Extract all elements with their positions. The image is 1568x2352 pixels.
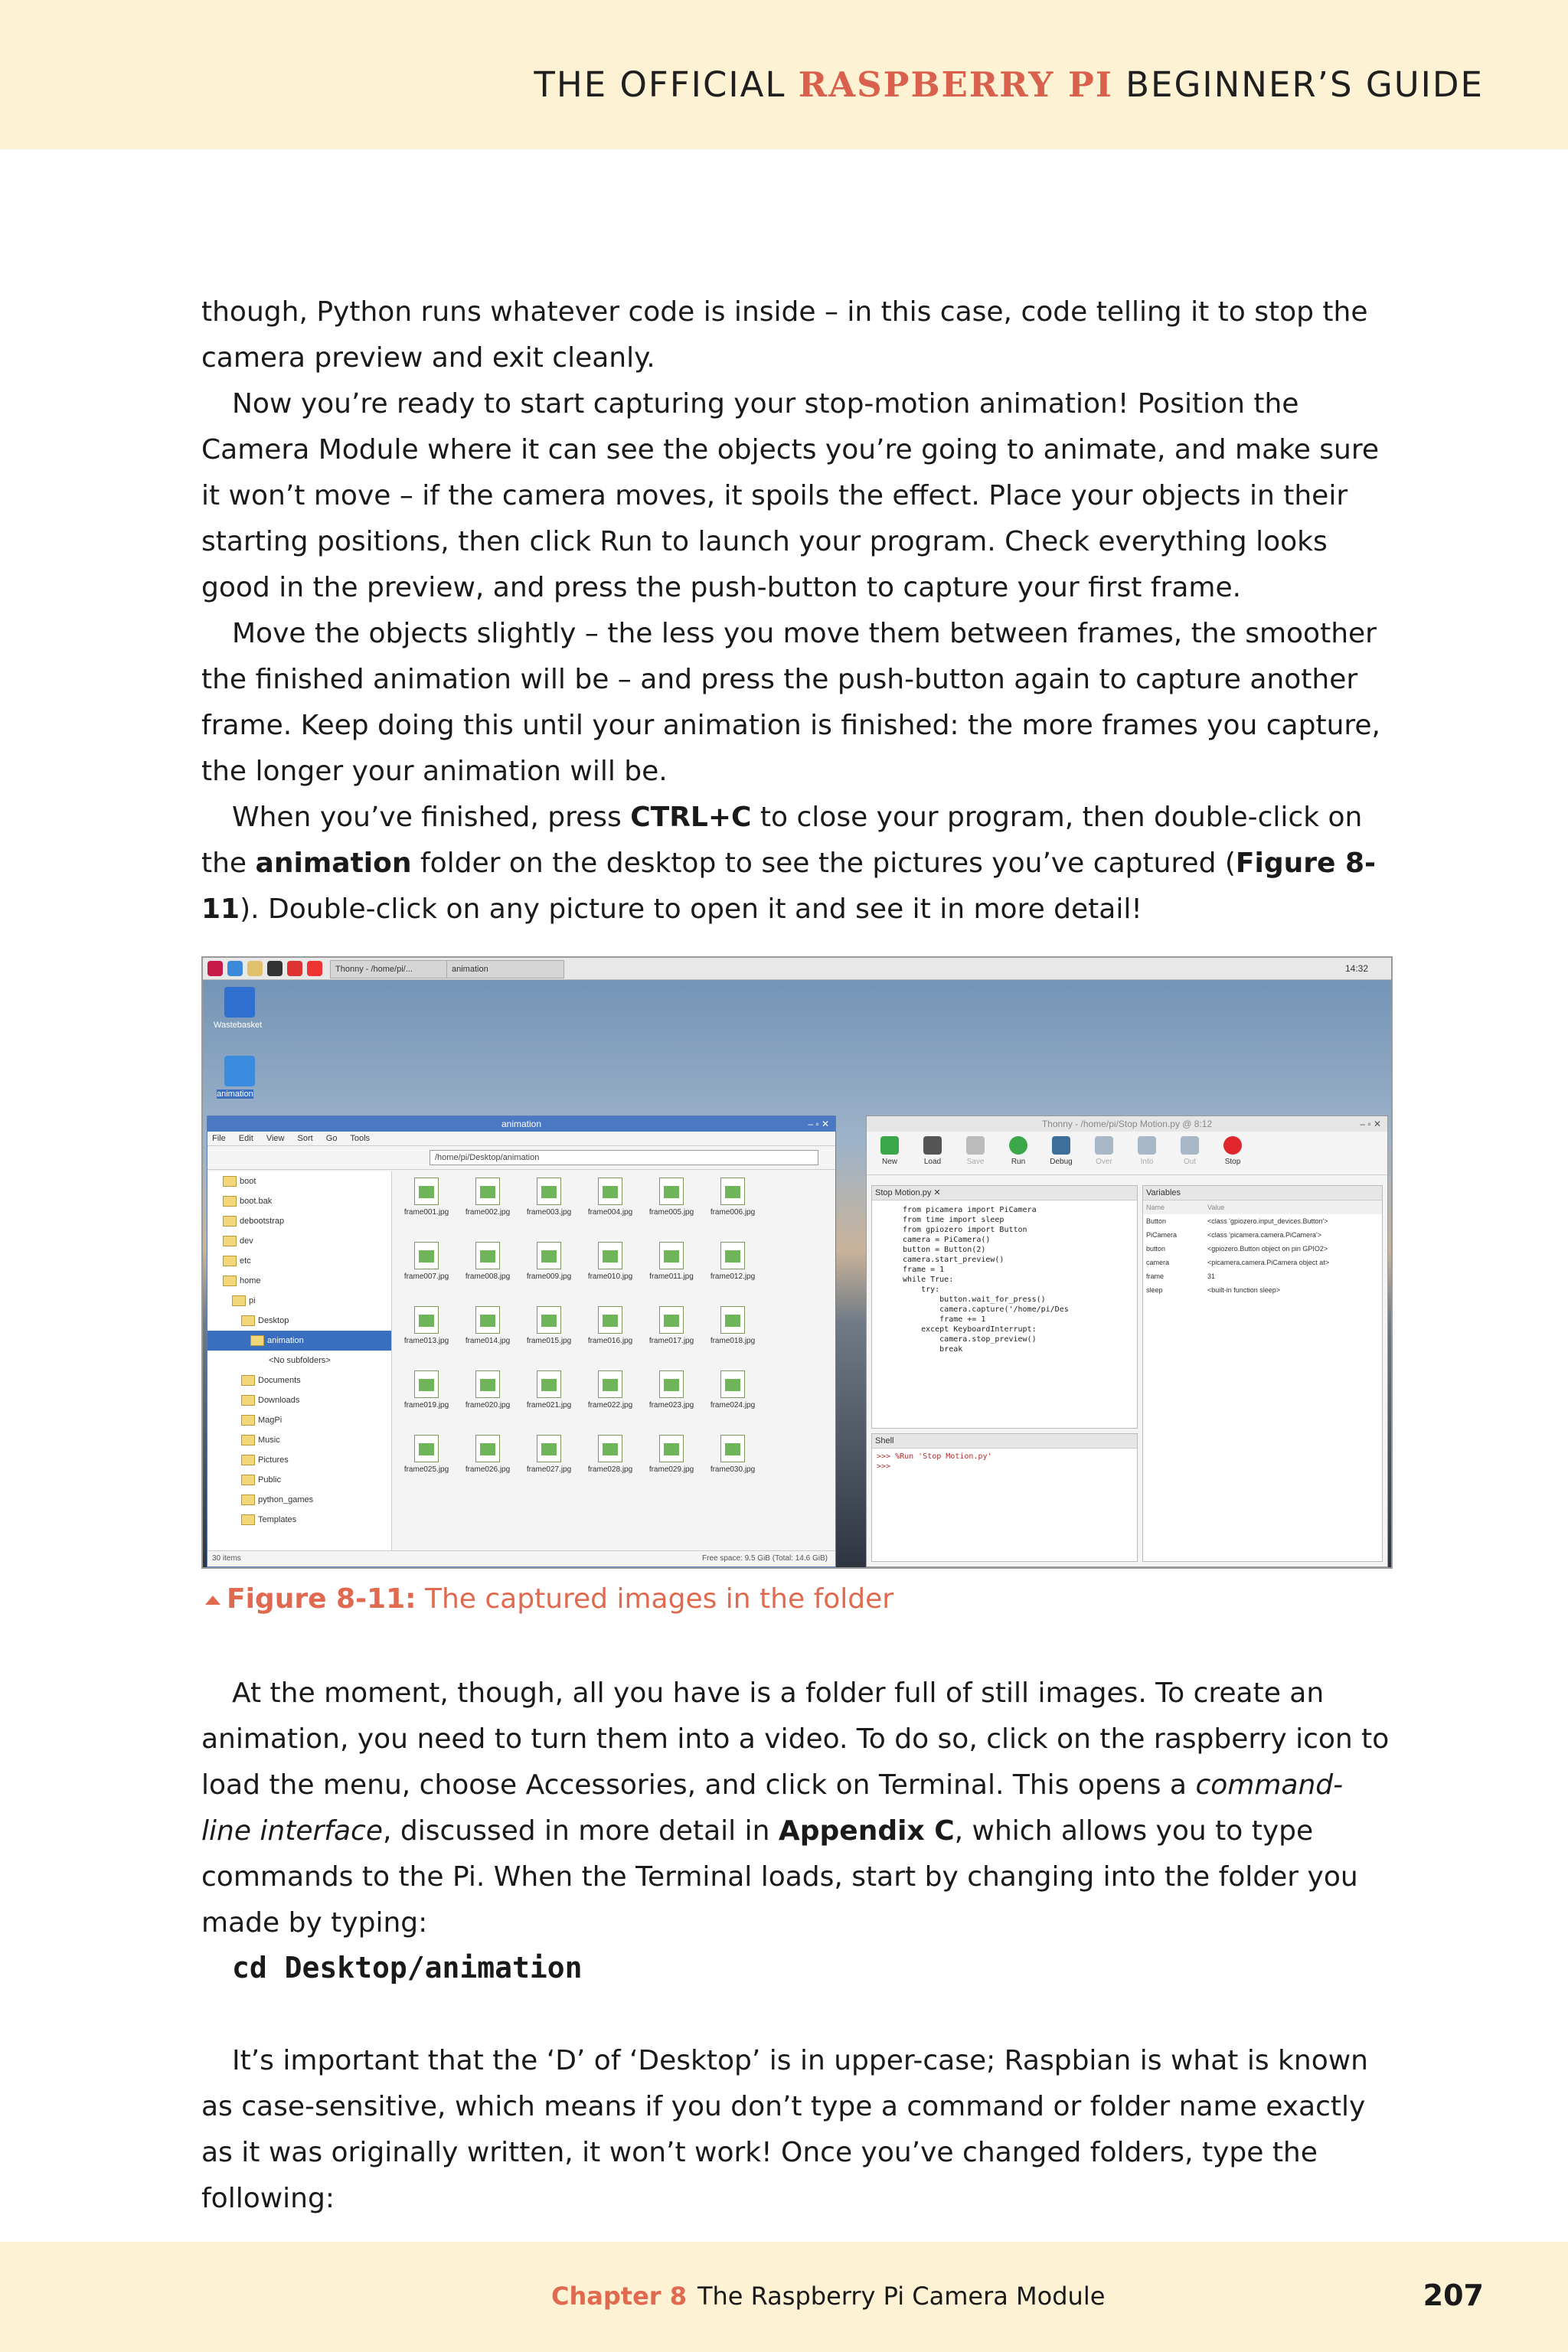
tree-label: animation (267, 1336, 304, 1345)
raspberry-menu-icon[interactable] (207, 961, 223, 976)
file-label: frame021.jpg (526, 1401, 572, 1410)
tree-item[interactable] (207, 1311, 391, 1331)
paragraph-2: Now you’re ready to start capturing your stop-motion animation! Position the Camera Module where it can see the objects you’re going to animate, and make sure it won’t move – if the camera moves, it spoils the effect. Place your objects in their starting positions, then click Run to launch your program. Check everything looks good in the preview, and press the push-button to capture your first frame. (201, 388, 1380, 603)
paragraph-3: Move the objects slightly – the less you move them between frames, the smoother the finished animation will be – and press the push-button again to capture another frame. Keep doing this until your animation is finished: the more frames you capture, the longer your animation will be. (201, 618, 1381, 787)
tree-label: Documents (258, 1376, 301, 1385)
file-manager-statusbar (207, 1550, 835, 1566)
variable-value: <built-in function sleep> (1207, 1286, 1281, 1294)
folder-icon (241, 1455, 255, 1465)
p5-text-a: At the moment, though, all you have is a folder full of still images. To create an animation, you need to turn them into a video. To do so, click on the raspberry icon to load the menu, choose Accessories, and click on Terminal. This opens a (201, 1677, 1390, 1801)
browser-icon[interactable] (227, 961, 243, 976)
file-item[interactable] (521, 1370, 577, 1432)
variable-name: button (1146, 1245, 1166, 1253)
tool-label: Stop (1224, 1158, 1241, 1166)
tool-label: Run (1011, 1158, 1026, 1166)
file-item[interactable] (705, 1370, 760, 1432)
shell-line: >>> %Run 'Stop Motion.py' (877, 1452, 992, 1461)
variable-value: <picamera.camera.PiCamera object at> (1207, 1259, 1330, 1266)
code-line: button.wait_for_press() (903, 1295, 1046, 1304)
folder-icon (223, 1236, 237, 1246)
image-file-icon (537, 1178, 561, 1205)
variables-header (1143, 1200, 1382, 1214)
shell-pane (871, 1433, 1138, 1562)
tree-label: Pictures (258, 1455, 289, 1465)
header-title-prefix: THE OFFICIAL (534, 64, 799, 105)
code-line: frame = 1 (903, 1266, 945, 1274)
file-label: frame001.jpg (403, 1208, 449, 1217)
plus-icon (880, 1136, 899, 1155)
image-file-icon (659, 1242, 684, 1269)
file-label: frame025.jpg (403, 1465, 449, 1474)
thonny-titlebar (867, 1116, 1387, 1132)
into-button[interactable] (1129, 1135, 1165, 1166)
code-line: from picamera import PiCamera (903, 1206, 1037, 1214)
code-line: except KeyboardInterrupt: (903, 1325, 1037, 1334)
file-label: frame022.jpg (587, 1401, 633, 1410)
thonny-title: Thonny - /home/pi/Stop Motion.py @ 8:12 (1041, 1119, 1213, 1129)
file-label: frame019.jpg (403, 1401, 449, 1410)
variable-value: <class 'gpiozero.input_devices.Button'> (1207, 1217, 1328, 1225)
thonny-window (866, 1116, 1388, 1567)
code-line: from gpiozero import Button (903, 1226, 1027, 1234)
folder-tree (207, 1171, 392, 1551)
file-manager-title: animation (501, 1119, 542, 1129)
image-file-icon (475, 1435, 500, 1462)
taskbar-clock: 14:32 (1344, 963, 1368, 974)
tree-label: MagPi (258, 1416, 283, 1425)
footer-chapter-title: The Raspberry Pi Camera Module (697, 2282, 1106, 2311)
file-label: frame004.jpg (587, 1208, 633, 1217)
image-file-icon (414, 1178, 439, 1205)
paragraph-6: It’s important that the ‘D’ of ‘Desktop’ is in upper-case; Raspbian is what is known as case-sensitive, which means if you don’t type a command or folder name exactly as it was originally written, it won’t work! Once you’ve changed folders, type the following: (201, 2045, 1368, 2214)
shell-line: >>> (877, 1462, 891, 1471)
wastebasket-label: Wastebasket (214, 1021, 263, 1030)
tree-item[interactable] (207, 1450, 391, 1470)
file-grid (399, 1178, 828, 1550)
image-file-icon (720, 1178, 745, 1205)
variables-pane (1142, 1185, 1383, 1562)
file-item[interactable] (705, 1435, 760, 1496)
code-line: from time import sleep (903, 1216, 1004, 1224)
file-item[interactable] (460, 1242, 515, 1303)
variable-value: <gpiozero.Button object on pin GPIO2> (1207, 1245, 1328, 1253)
file-label: frame018.jpg (710, 1337, 756, 1345)
folder-icon (241, 1375, 255, 1386)
tool-label: Out (1183, 1158, 1197, 1166)
taskbar-thonny-button[interactable]: Thonny - /home/pi/... (330, 960, 448, 978)
variables-tab[interactable]: Variables (1143, 1186, 1382, 1200)
file-label: frame010.jpg (587, 1272, 633, 1281)
stop-button[interactable] (1214, 1135, 1251, 1166)
file-item[interactable] (399, 1435, 454, 1496)
stop-icon (1223, 1136, 1242, 1155)
file-label: frame006.jpg (710, 1208, 756, 1217)
p5-term: command-line interface (201, 1769, 1344, 1847)
out-button[interactable] (1171, 1135, 1208, 1166)
file-label: frame029.jpg (648, 1465, 694, 1474)
code-line: try: (903, 1285, 940, 1294)
file-label: frame003.jpg (526, 1208, 572, 1217)
window-controls[interactable]: – ▫ ✕ (1360, 1119, 1381, 1129)
tree-item[interactable] (207, 1490, 391, 1510)
image-file-icon (659, 1306, 684, 1334)
load-button[interactable] (914, 1135, 951, 1166)
code-line: frame += 1 (903, 1315, 986, 1324)
image-file-icon (475, 1242, 500, 1269)
editor-tab[interactable]: Stop Motion.py ✕ (872, 1186, 1137, 1200)
code-line: camera = PiCamera() (903, 1236, 991, 1244)
menu-go[interactable]: Go (325, 1134, 338, 1143)
folder-icon (223, 1216, 237, 1227)
file-item[interactable] (644, 1178, 699, 1239)
status-item-count: 30 items (212, 1554, 241, 1563)
header-title-brand: RASPBERRY PI (798, 64, 1113, 105)
variable-row (1146, 1242, 1382, 1256)
file-label: frame008.jpg (465, 1272, 511, 1281)
body-text-top (201, 289, 1392, 933)
page-footer (0, 2242, 1568, 2352)
file-item[interactable] (460, 1370, 515, 1432)
step-out-icon (1181, 1136, 1199, 1155)
wolfram-icon[interactable] (307, 961, 322, 976)
folder-icon (241, 1494, 255, 1505)
tree-item[interactable] (207, 1291, 391, 1311)
tree-item[interactable] (207, 1390, 391, 1410)
image-file-icon (720, 1242, 745, 1269)
file-label: frame026.jpg (465, 1465, 511, 1474)
desktop-taskbar (203, 958, 1391, 980)
tree-item[interactable] (207, 1251, 391, 1271)
file-item[interactable] (705, 1178, 760, 1239)
image-file-icon (475, 1178, 500, 1205)
shell-console[interactable] (872, 1449, 1137, 1475)
image-file-icon (475, 1370, 500, 1398)
variables-table (1143, 1214, 1382, 1297)
tree-item[interactable] (207, 1430, 391, 1450)
file-label: frame016.jpg (587, 1337, 633, 1345)
variable-row (1146, 1228, 1382, 1242)
new-button[interactable] (871, 1135, 908, 1166)
folder-icon (241, 1514, 255, 1525)
variable-name: Button (1146, 1217, 1167, 1225)
code-line: button = Button(2) (903, 1246, 986, 1254)
file-label: frame020.jpg (465, 1401, 511, 1410)
paragraph-5 (201, 1671, 1392, 1946)
p4-key-ctrl-c: CTRL+C (630, 802, 752, 833)
file-label: frame027.jpg (526, 1465, 572, 1474)
editor-pane (871, 1185, 1138, 1429)
tree-label: Templates (258, 1515, 297, 1524)
file-item[interactable] (399, 1178, 454, 1239)
header-title-suffix: BEGINNER’S GUIDE (1112, 64, 1484, 105)
file-manager-window (207, 1116, 836, 1567)
p4-figure-ref: Figure 8-11 (201, 848, 1376, 925)
tool-label: Debug (1050, 1158, 1073, 1166)
tree-item[interactable] (207, 1211, 391, 1231)
file-item[interactable] (583, 1242, 638, 1303)
file-label: frame007.jpg (403, 1272, 449, 1281)
wastebasket-icon[interactable] (224, 987, 255, 1018)
path-input[interactable]: /home/pi/Desktop/animation (430, 1150, 818, 1165)
header-title (534, 64, 1484, 105)
file-item[interactable] (644, 1370, 699, 1432)
image-file-icon (720, 1435, 745, 1462)
image-file-icon (598, 1178, 622, 1205)
code-line: camera.start_preview() (903, 1256, 1004, 1264)
body-text-bottom (201, 2038, 1392, 2222)
image-file-icon (414, 1370, 439, 1398)
file-item[interactable] (460, 1435, 515, 1496)
image-file-icon (598, 1435, 622, 1462)
tool-label: Load (923, 1158, 942, 1166)
folder-icon (223, 1276, 237, 1286)
code-line: camera.capture('/home/pi/Des (903, 1305, 1069, 1314)
image-file-icon (537, 1306, 561, 1334)
shell-tab[interactable]: Shell (872, 1434, 1137, 1449)
file-item[interactable] (460, 1178, 515, 1239)
file-item[interactable] (705, 1242, 760, 1303)
tool-label: Save (966, 1158, 985, 1166)
file-manager-titlebar (207, 1116, 835, 1132)
file-item[interactable] (399, 1370, 454, 1432)
page-header (0, 0, 1568, 149)
image-file-icon (659, 1370, 684, 1398)
tree-item[interactable] (207, 1410, 391, 1430)
image-file-icon (475, 1306, 500, 1334)
variable-row (1146, 1256, 1382, 1269)
file-item[interactable] (644, 1306, 699, 1367)
variable-name: sleep (1146, 1286, 1163, 1294)
image-file-icon (537, 1435, 561, 1462)
over-button[interactable] (1086, 1135, 1122, 1166)
file-label: frame013.jpg (403, 1337, 449, 1345)
file-item[interactable] (644, 1242, 699, 1303)
folder-icon (241, 1315, 255, 1326)
paragraph-4 (201, 795, 1392, 933)
file-manager-icon[interactable] (247, 961, 263, 976)
tree-label: Downloads (258, 1396, 300, 1405)
folder-icon (241, 1415, 255, 1426)
thonny-toolbar (867, 1132, 1387, 1175)
body-text-middle (201, 1671, 1392, 1946)
file-item[interactable] (521, 1435, 577, 1496)
file-item[interactable] (521, 1178, 577, 1239)
code-line: break (903, 1345, 963, 1354)
image-file-icon (537, 1370, 561, 1398)
folder-icon (223, 1176, 237, 1187)
code-editor[interactable] (872, 1200, 1137, 1354)
file-item[interactable] (583, 1435, 638, 1496)
tree-label: pi (249, 1296, 256, 1305)
p4-text-g: ). Double-click on any picture to open it and see it in more detail! (240, 893, 1142, 925)
animation-folder-label: animation (217, 1089, 253, 1099)
file-item[interactable] (583, 1370, 638, 1432)
file-label: frame017.jpg (648, 1337, 694, 1345)
folder-icon (241, 1435, 255, 1446)
tree-item[interactable] (207, 1271, 391, 1291)
menu-tools[interactable]: Tools (350, 1134, 371, 1143)
file-manager-toolbar (207, 1146, 835, 1170)
file-label: frame014.jpg (465, 1337, 511, 1345)
image-file-icon (537, 1242, 561, 1269)
tree-label: boot.bak (240, 1197, 273, 1206)
tree-item[interactable] (207, 1171, 391, 1191)
tool-label: Over (1096, 1158, 1112, 1166)
code-line: camera.stop_preview() (903, 1335, 1037, 1344)
mathematica-icon[interactable] (287, 961, 302, 976)
save-icon (966, 1136, 985, 1155)
tree-label: home (240, 1276, 261, 1285)
image-file-icon (659, 1178, 684, 1205)
file-label: frame011.jpg (649, 1272, 694, 1281)
tree-label: etc (240, 1256, 251, 1266)
file-item[interactable] (583, 1306, 638, 1367)
tree-item[interactable] (207, 1231, 391, 1251)
folder-icon (223, 1256, 237, 1266)
file-item[interactable] (521, 1242, 577, 1303)
taskbar-animation-button[interactable]: animation (446, 960, 564, 978)
variable-value: <class 'picamera.camera.PiCamera'> (1207, 1231, 1321, 1239)
tool-label: Into (1140, 1158, 1154, 1166)
variable-name: camera (1146, 1259, 1170, 1266)
debug-button[interactable] (1043, 1135, 1080, 1166)
p5-appendix-ref: Appendix C (778, 1815, 955, 1847)
page-number: 207 (1423, 2278, 1484, 2312)
p4-folder-name: animation (255, 848, 412, 879)
variable-row (1146, 1283, 1382, 1297)
menu-sort[interactable]: Sort (297, 1134, 313, 1143)
animation-folder-icon[interactable] (224, 1056, 255, 1086)
tree-item[interactable] (207, 1370, 391, 1390)
play-icon (1009, 1136, 1027, 1155)
tree-item[interactable] (207, 1510, 391, 1530)
menu-view[interactable]: View (266, 1134, 285, 1143)
menu-edit[interactable]: Edit (238, 1134, 253, 1143)
save-button[interactable] (957, 1135, 994, 1166)
tree-item[interactable] (207, 1470, 391, 1490)
image-file-icon (414, 1435, 439, 1462)
variable-row (1146, 1269, 1382, 1283)
figure-caption (205, 1583, 893, 1615)
tree-label: Desktop (258, 1316, 289, 1325)
file-label: frame012.jpg (710, 1272, 756, 1281)
folder-icon (250, 1335, 264, 1346)
window-controls[interactable]: – ▫ ✕ (808, 1119, 829, 1129)
file-item[interactable] (521, 1306, 577, 1367)
file-label: frame023.jpg (648, 1401, 694, 1410)
step-over-icon (1095, 1136, 1113, 1155)
tree-label: boot (240, 1177, 256, 1186)
code-command: cd Desktop/animation (232, 1951, 583, 1984)
code-line: while True: (903, 1276, 954, 1284)
triangle-up-icon (205, 1596, 220, 1605)
variable-name: frame (1146, 1272, 1165, 1280)
p5-text-e: , which allows you to type commands to the Pi. When the Terminal loads, start by changing into the folder you made by typing: (201, 1815, 1358, 1939)
caption-text: The captured images in the folder (416, 1583, 894, 1615)
file-manager-menubar (207, 1132, 835, 1146)
tree-label: python_games (258, 1495, 314, 1504)
variable-row (1146, 1214, 1382, 1228)
paragraph-1: though, Python runs whatever code is inside – in this case, code telling it to stop the camera preview and exit cleanly. (201, 296, 1368, 374)
run-button[interactable] (1000, 1135, 1037, 1166)
p4-text-e: folder on the desktop to see the pictures you’ve captured ( (411, 848, 1236, 879)
file-item[interactable] (460, 1306, 515, 1367)
image-file-icon (659, 1435, 684, 1462)
file-item[interactable] (644, 1435, 699, 1496)
tree-label: Music (258, 1436, 280, 1445)
file-item[interactable] (399, 1306, 454, 1367)
file-label: frame002.jpg (465, 1208, 511, 1217)
tree-item (207, 1351, 391, 1370)
file-label: frame030.jpg (710, 1465, 756, 1474)
folder-icon (223, 1196, 237, 1207)
file-item[interactable] (705, 1306, 760, 1367)
variable-value: 31 (1207, 1272, 1216, 1280)
step-into-icon (1138, 1136, 1156, 1155)
debug-icon (1052, 1136, 1070, 1155)
status-free-space: Free space: 9.5 GiB (Total: 14.6 GiB) (702, 1554, 828, 1563)
file-label: frame024.jpg (710, 1401, 756, 1410)
p4-text-a: When you’ve finished, press (232, 802, 631, 833)
p4-text-c: to close your program, then double-click on the (201, 802, 1363, 879)
var-header-value: Value (1207, 1204, 1225, 1211)
file-label: frame015.jpg (526, 1337, 572, 1345)
tree-label: debootstrap (240, 1217, 285, 1226)
variable-name: PiCamera (1146, 1231, 1178, 1239)
tool-label: New (881, 1158, 897, 1166)
image-file-icon (720, 1306, 745, 1334)
image-file-icon (598, 1370, 622, 1398)
menu-file[interactable]: File (212, 1134, 226, 1143)
folder-icon (241, 1395, 255, 1406)
file-item[interactable] (583, 1178, 638, 1239)
p5-text-c: , discussed in more detail in (382, 1815, 779, 1847)
footer-chapter-number: Chapter 8 (551, 2282, 687, 2311)
tree-item[interactable] (207, 1191, 391, 1211)
image-file-icon (414, 1306, 439, 1334)
file-label: frame005.jpg (648, 1208, 694, 1217)
file-item[interactable] (399, 1242, 454, 1303)
file-label: frame009.jpg (526, 1272, 572, 1281)
load-icon (923, 1136, 942, 1155)
folder-icon (241, 1475, 255, 1485)
image-file-icon (720, 1370, 745, 1398)
tree-label: dev (240, 1236, 253, 1246)
footer-chapter (551, 2282, 1105, 2311)
image-file-icon (598, 1306, 622, 1334)
file-label: frame028.jpg (587, 1465, 633, 1474)
var-header-name: Name (1146, 1204, 1165, 1211)
image-file-icon (598, 1242, 622, 1269)
tree-item-selected[interactable] (207, 1331, 391, 1351)
folder-icon (232, 1295, 246, 1306)
figure-screenshot (201, 956, 1393, 1569)
terminal-icon[interactable] (267, 961, 283, 976)
image-file-icon (414, 1242, 439, 1269)
tree-label: <No subfolders> (269, 1356, 331, 1365)
caption-label: Figure 8-11: (227, 1583, 416, 1615)
tree-label: Public (258, 1475, 281, 1485)
